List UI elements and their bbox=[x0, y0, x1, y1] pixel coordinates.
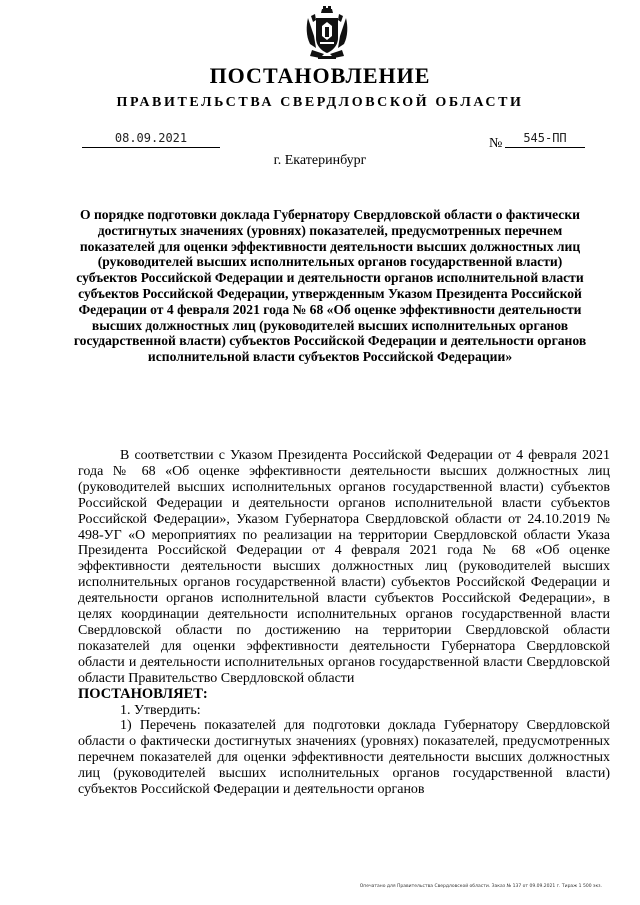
document-heading: О порядке подготовки доклада Губернатору Свердловской области о фактически достигнутых значениях (уровнях) показателей, предусмотренных перечнем показателей для оценки эффективности деятельности высших должностных лиц (руководителей высших исполнительных органов государственной власти) субъектов Российской Федерации и деятельности органов исполнительной власти субъектов Российской Федерации, утвержденным Указом Президента Российской Федерации от 4 февраля 2021 года № 68 «Об оценке эффективности деятельности высших должностных лиц (руководителей высших исполнительных органов государственной власти) субъектов Российской Федерации и деятельности органов исполнительной власти субъектов Российской Федерации» bbox=[73, 207, 587, 365]
document-date: 08.09.2021 bbox=[82, 129, 220, 148]
document-subtitle: ПРАВИТЕЛЬСТВА СВЕРДЛОВСКОЙ ОБЛАСТИ bbox=[116, 95, 524, 110]
item-1: 1. Утвердить: bbox=[120, 702, 201, 718]
resolves-label: ПОСТАНОВЛЯЕТ: bbox=[78, 685, 208, 702]
document-title: ПОСТАНОВЛЕНИЕ bbox=[209, 63, 431, 88]
item-1-1: 1) Перечень показателей для подготовки доклада Губернатору Свердловской области о фактически достигнутых значениях (уровнях) показателей, предусмотренных перечнем показателей для оценки эффективности деятельности высших должностных лиц (руководителей высших исполнительных органов государственной власти) субъектов Российской Федерации и деятельности органов bbox=[78, 718, 610, 798]
city: г. Екатеринбург bbox=[273, 153, 367, 168]
document-number: 545-ПП bbox=[505, 129, 585, 148]
print-footer: Опечатано для Правительства Свердловской области. Заказ № 137 от 09.09.2021 г. Тираж 1 500 экз. bbox=[359, 884, 602, 889]
number-label: № bbox=[489, 136, 503, 151]
document-body bbox=[78, 448, 610, 798]
coat-of-arms-emblem bbox=[302, 6, 352, 60]
preamble-paragraph: В соответствии с Указом Президента Российской Федерации от 4 февраля 2021 года № 68 «Об оценке эффективности деятельности высших должностных лиц (руководителей высших исполнительных органов государственной власти) субъектов Российской Федерации и деятельности органов исполнительной власти субъектов Российской Федерации», Указом Губернатора Свердловской области от 24.10.2019 № 498-УГ «О мероприятиях по реализации на территории Свердловской области Указа Президента Российской Федерации от 4 февраля 2021 года № 68 «Об оценке эффективности деятельности высших должностных лиц (руководителей высших исполнительных органов государственной власти) субъектов Российской Федерации и деятельности органов исполнительной власти субъектов Российской Федерации», в целях координации деятельности исполнительных органов государственной власти Свердловской области по достижению на территории Свердловской области показателей для оценки эффективности деятельности Губернатора Свердловской области и деятельности исполнительных органов государственной власти Свердловской области Правительство Свердловской области bbox=[78, 448, 610, 686]
